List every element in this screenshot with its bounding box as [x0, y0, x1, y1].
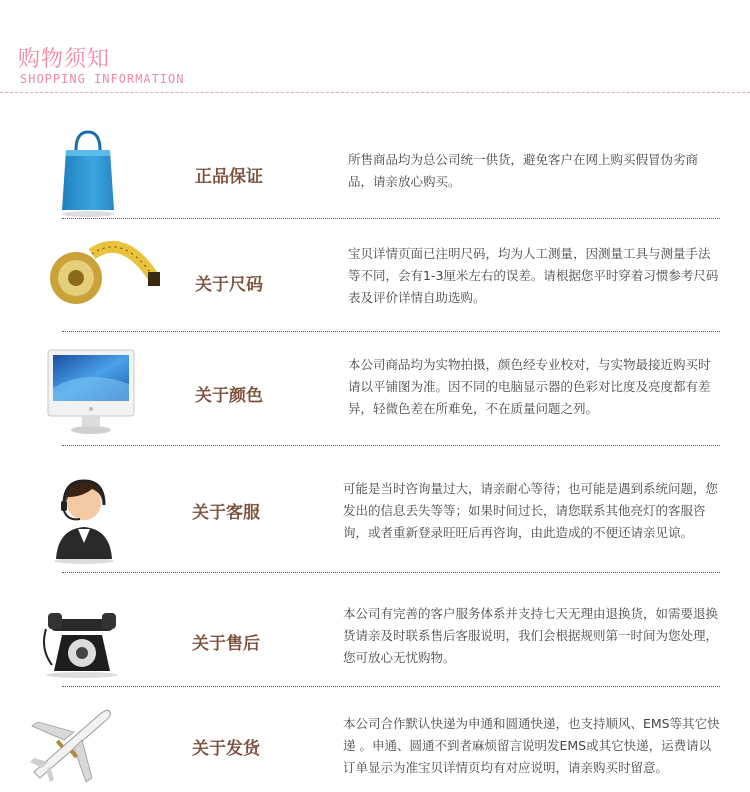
telephone-icon: [40, 599, 122, 683]
info-row-size: [0, 230, 750, 332]
info-row-shipping: [0, 696, 750, 792]
row-description: 所售商品均为总公司统一供货，避免客户在网上购买假冒伪劣商品，请亲放心购买。: [348, 152, 699, 189]
info-row-after-sales: [0, 585, 750, 687]
row-divider: [62, 572, 720, 573]
row-label: 关于客服: [192, 503, 260, 523]
row-divider: [62, 686, 720, 687]
page-subtitle: SHOPPING INFORMATION: [20, 72, 185, 86]
info-row-color: [0, 340, 750, 446]
airplane-icon: [28, 704, 112, 788]
row-label: 正品保证: [195, 167, 263, 187]
row-label: 关于售后: [192, 634, 260, 654]
monitor-icon: [46, 348, 138, 442]
tape-measure-icon: [44, 232, 164, 316]
row-label: 关于颜色: [195, 386, 263, 406]
info-row-quality: [0, 120, 750, 220]
row-divider: [62, 218, 720, 219]
info-row-service: [0, 455, 750, 573]
row-divider: [62, 331, 720, 332]
page-title: 购物须知: [18, 47, 111, 72]
row-description: 可能是当时咨询量过大，请亲耐心等待；也可能是遇到系统问题，您发出的信息丢失等等；如果时间过长，请您联系其他亮灯的客服咨询，或者重新登录旺旺后再咨询，由此造成的不便还请亲见谅。: [343, 481, 719, 540]
row-divider: [62, 445, 720, 446]
row-description: 本公司商品均为实物拍摄，颜色经专业校对，与实物最接近购买时请以平铺图为准。因不同的电脑显示器的色彩对比度及亮度都有差异，轻微色差在所难免，不在质量问题之列。: [348, 357, 711, 416]
row-description: 本公司有完善的客户服务体系并支持七天无理由退换货，如需要退换货请亲及时联系售后客服说明，我们会根据规则第一时间为您处理，您可放心无忧购物。: [343, 606, 719, 665]
row-description: 本公司合作默认快递为申通和圆通快递，也支持顺风、EMS等其它快递 。申通、圆通不到者麻烦留言说明发EMS或其它快递，运费请以订单显示为准宝贝详情页均有对应说明，请亲购买时留意。: [343, 716, 720, 775]
customer-service-icon: [52, 473, 116, 569]
header-divider: [0, 92, 750, 93]
shopping-bag-icon: [60, 128, 116, 222]
row-label: 关于发货: [192, 739, 260, 759]
row-description: 宝贝详情页面已注明尺码，均为人工测量，因测量工具与测量手法等不同，会有1-3厘米左右的误差。请根据您平时穿着习惯参考尺码表及评价详情自助选购。: [348, 246, 719, 305]
row-label: 关于尺码: [195, 275, 263, 295]
